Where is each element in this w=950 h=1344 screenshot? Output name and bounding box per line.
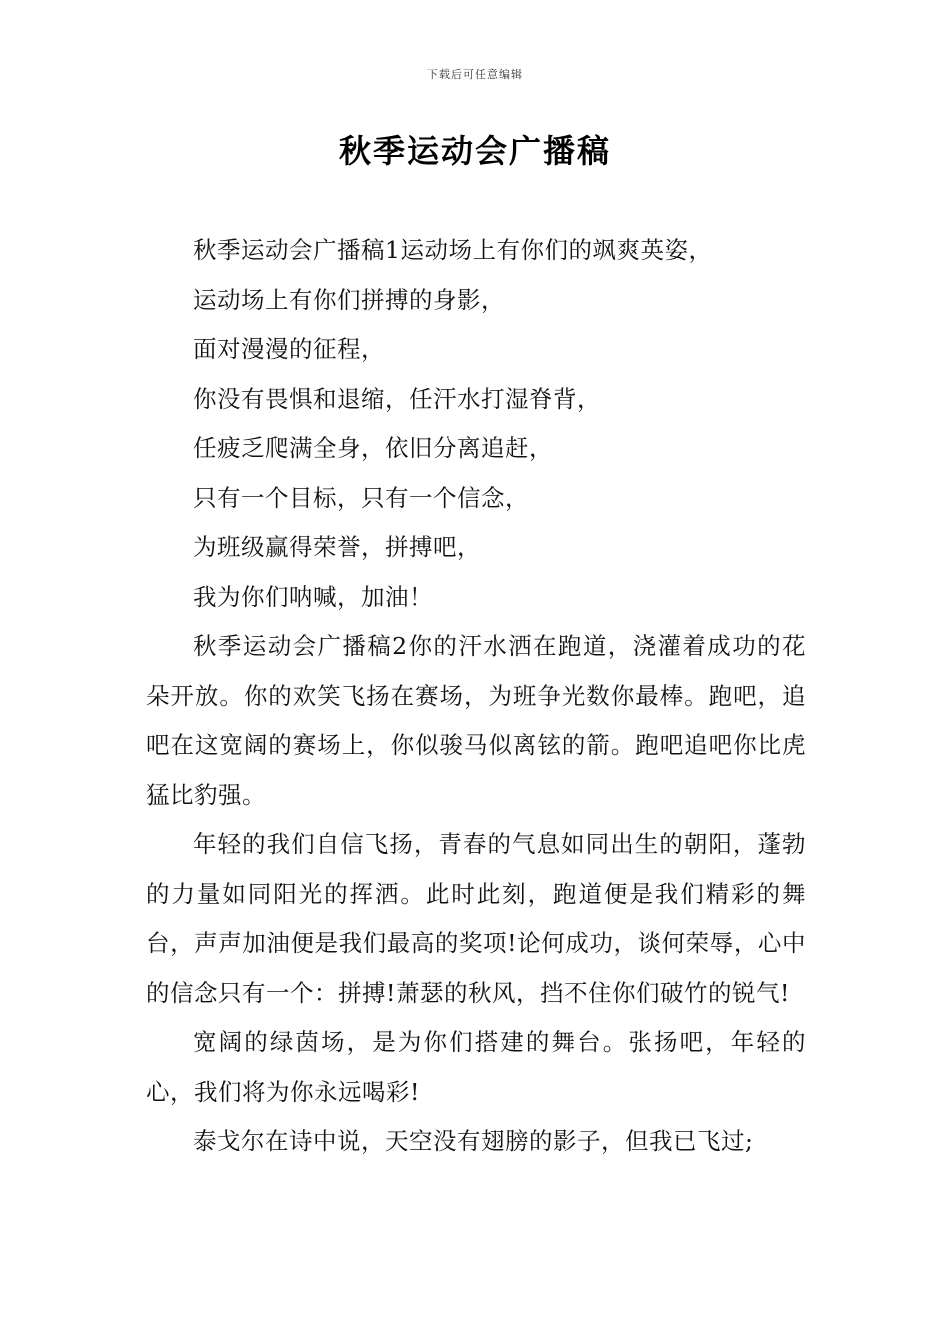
- paragraph: 为班级赢得荣誉，拼搏吧，: [193, 533, 481, 561]
- paragraph: 年轻的我们自信飞扬，青春的气息如同出生的朝阳，蓬勃的力量如同阳光的挥洒。此时此刻，跑道便是我们精彩的舞台，声声加油便是我们最高的奖项!论何成功，谈何荣辱，心中的信念只有一个：拼搏!萧瑟的秋风，挡不住你们破竹的锐气!: [146, 830, 806, 1007]
- document-title: 秋季运动会广播稿: [338, 132, 611, 170]
- paragraph: 宽阔的绿茵场，是为你们搭建的舞台。张扬吧，年轻的心，我们将为你永远喝彩!: [146, 1028, 806, 1106]
- paragraph: 运动场上有你们拼搏的身影，: [193, 285, 505, 314]
- paragraph: 只有一个目标，只有一个信念，: [193, 483, 529, 512]
- paragraph: 面对漫漫的征程，: [193, 335, 385, 363]
- paragraph: 秋季运动会广播稿1运动场上有你们的飒爽英姿，: [193, 236, 713, 264]
- header-note: 下载后可任意编辑: [427, 68, 523, 81]
- paragraph: 你没有畏惧和退缩，任汗水打湿脊背，: [193, 384, 601, 413]
- paragraph: 任疲乏爬满全身，依旧分离追赶，: [193, 434, 553, 462]
- document-body: [146, 226, 806, 1167]
- paragraph: 泰戈尔在诗中说，天空没有翅膀的影子，但我已飞过;: [193, 1127, 754, 1155]
- paragraph: 我为你们呐喊，加油！: [193, 582, 433, 611]
- paragraph: 秋季运动会广播稿2你的汗水洒在跑道，浇灌着成功的花朵开放。你的欢笑飞扬在赛场，为班争光数你最棒。跑吧，追吧在这宽阔的赛场上，你似骏马似离铉的箭。跑吧追吧你比虎猛比豹强。: [146, 632, 806, 809]
